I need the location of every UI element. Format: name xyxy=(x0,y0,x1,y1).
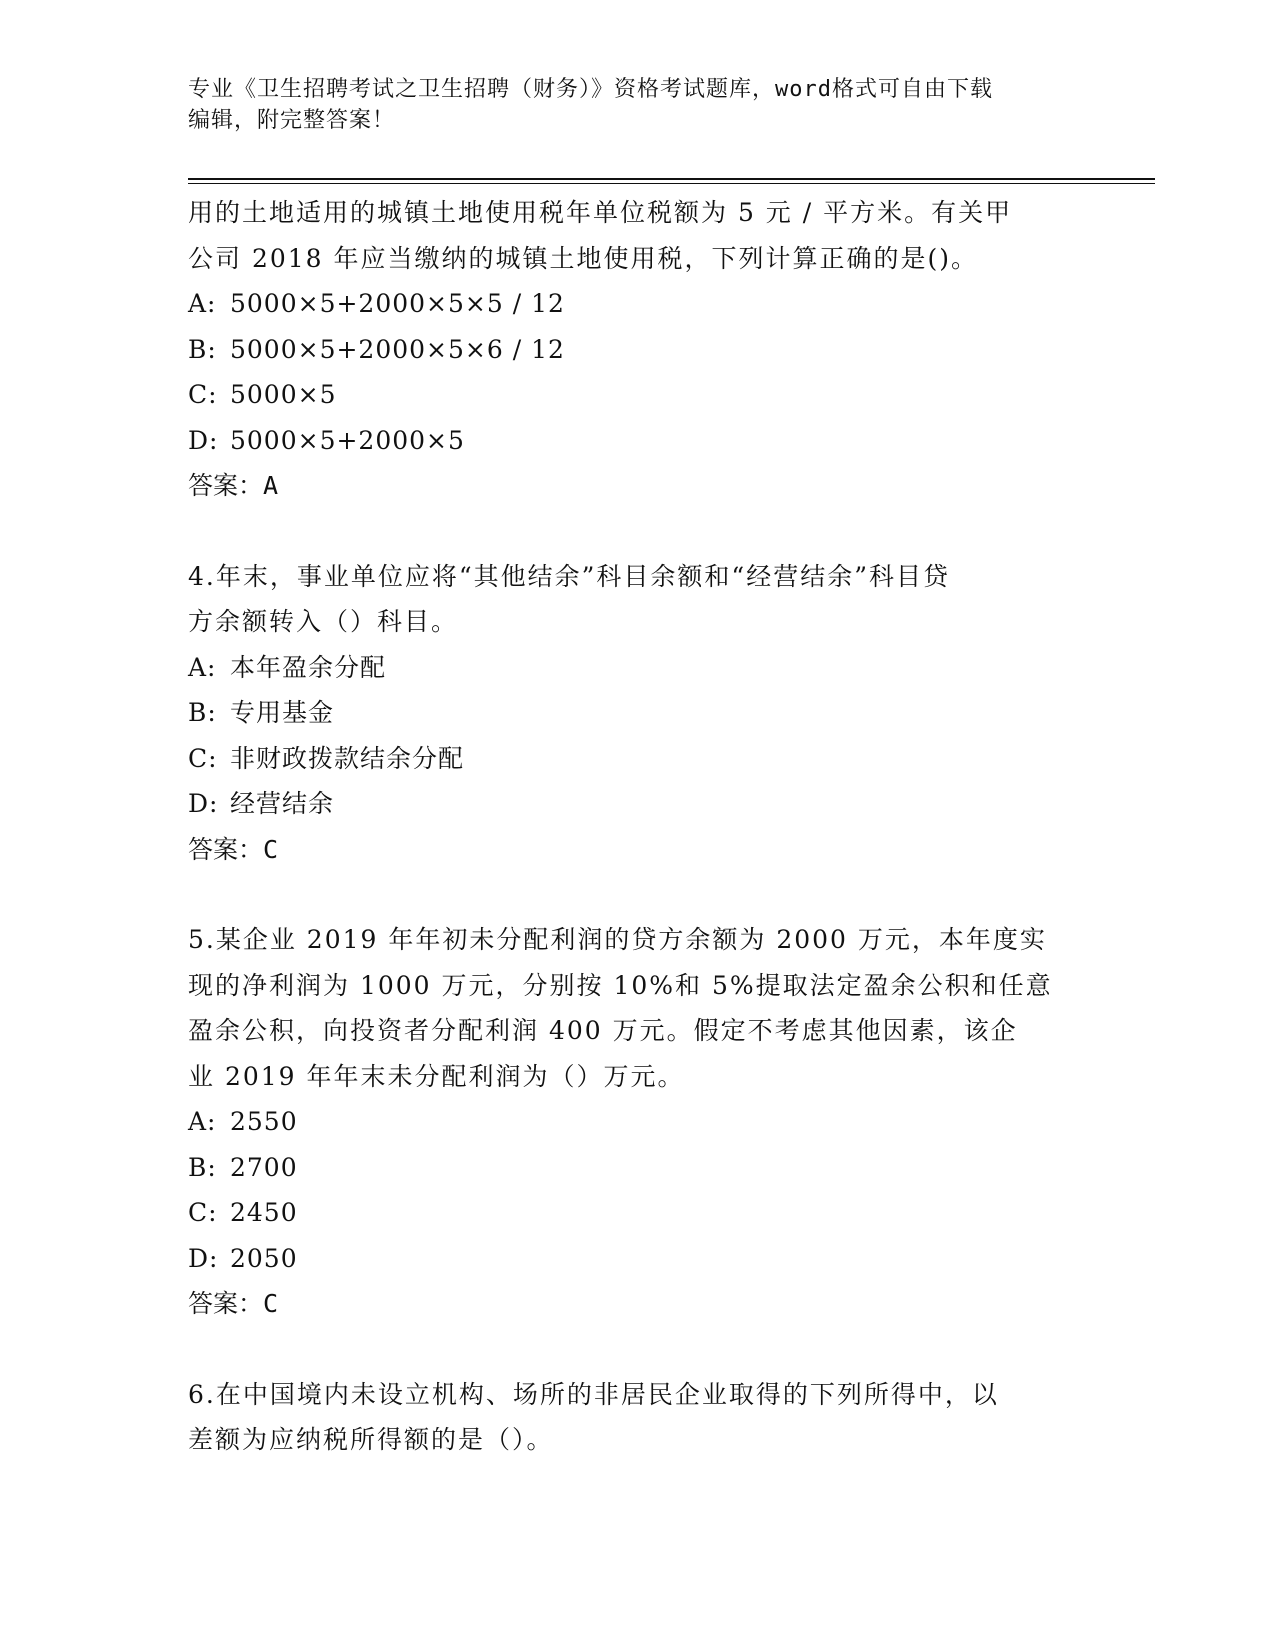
option-d: D: 2050 xyxy=(188,1243,298,1273)
option-a: A: 本年盈余分配 xyxy=(188,652,387,682)
question-stem-line: 差额为应纳税所得额的是（）。 xyxy=(188,1425,554,1454)
question-stem-line: 业 2019 年年末未分配利润为（）万元。 xyxy=(188,1061,685,1091)
question-stem-line: 6.在中国境内未设立机构、场所的非居民企业取得的下列所得中，以 xyxy=(188,1379,999,1409)
option-a: A: 5000×5+2000×5×5 / 12 xyxy=(188,289,565,318)
option-a: A: 2550 xyxy=(188,1107,298,1136)
question-stem-line: 用的土地适用的城镇土地使用税年单位税额为 5 元 / 平方米。有关甲 xyxy=(188,198,1013,227)
document-body xyxy=(188,190,1088,1463)
option-b: B: 2700 xyxy=(188,1152,298,1182)
option-b: B: 专用基金 xyxy=(188,698,335,727)
spacer xyxy=(188,872,1088,917)
document-header xyxy=(188,74,1088,136)
question-stem-line: 方余额转入（）科目。 xyxy=(188,607,459,636)
option-d: D: 5000×5+2000×5 xyxy=(188,425,465,455)
answer-line: 答案：C xyxy=(188,834,279,864)
option-c: C: 非财政拨款结余分配 xyxy=(188,743,465,773)
question-stem-line: 盈余公积，向投资者分配利润 400 万元。假定不考虑其他因素，该企 xyxy=(188,1016,1018,1045)
question-stem-line: 现的净利润为 1000 万元，分别按 10%和 5%提取法定盈余公积和任意 xyxy=(188,970,1053,1000)
option-c: C: 5000×5 xyxy=(188,380,337,409)
option-b: B: 5000×5+2000×5×6 / 12 xyxy=(188,334,565,364)
question-4 xyxy=(188,554,1088,873)
spacer xyxy=(188,509,1088,554)
header-line-2: 编辑，附完整答案！ xyxy=(188,108,396,133)
option-d: D: 经营结余 xyxy=(188,789,335,818)
header-line-1: 专业《卫生招聘考试之卫生招聘（财务）》资格考试题库，word格式可自由下载 xyxy=(188,77,993,102)
question-stem-line: 公司 2018 年应当缴纳的城镇土地使用税，下列计算正确的是()。 xyxy=(188,243,979,273)
option-c: C: 2450 xyxy=(188,1198,298,1227)
question-stem-line: 4.年末，事业单位应将“其他结余”科目余额和“经营结余”科目贷 xyxy=(188,561,950,591)
question-6 xyxy=(188,1372,1088,1463)
spacer xyxy=(188,1327,1088,1372)
answer-line: 答案：C xyxy=(188,1289,279,1318)
answer-line: 答案：A xyxy=(188,471,279,500)
header-rule-thin xyxy=(188,183,1155,184)
question-5 xyxy=(188,917,1088,1327)
question-3 xyxy=(188,190,1088,509)
header-rule-thick xyxy=(188,178,1155,180)
question-stem-line: 5.某企业 2019 年年初未分配利润的贷方余额为 2000 万元，本年度实 xyxy=(188,925,1047,954)
